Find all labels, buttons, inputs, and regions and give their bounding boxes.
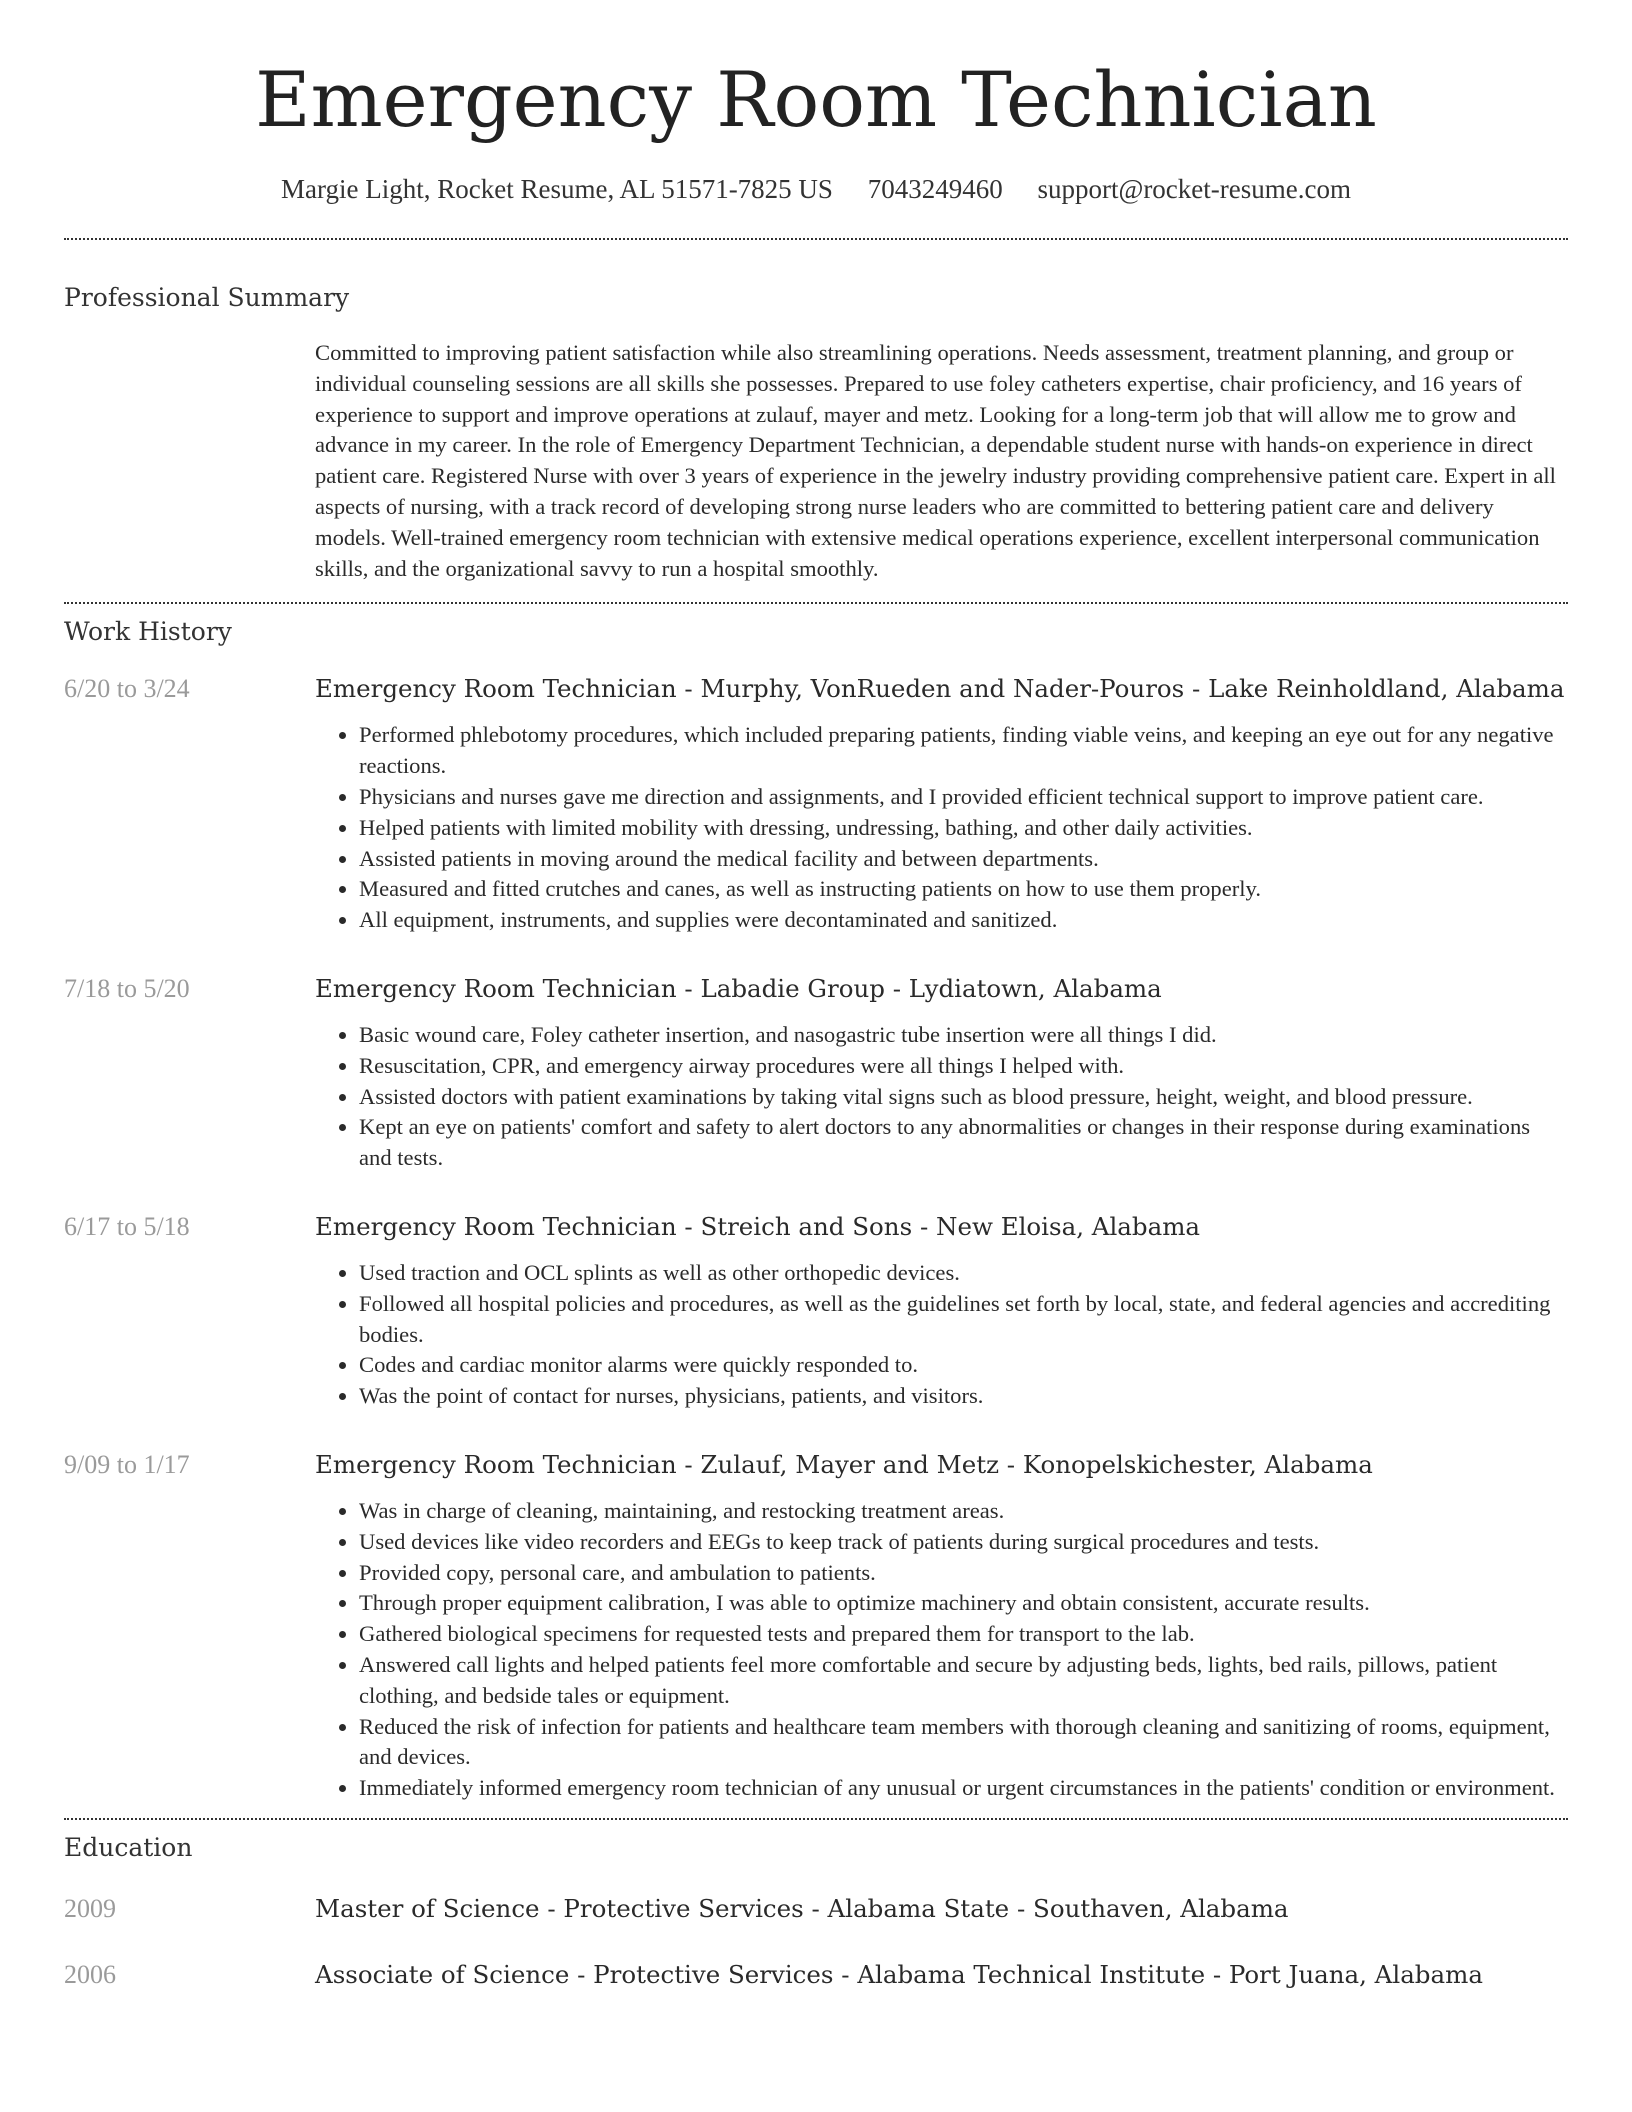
job-bullets [315,1258,1568,1412]
job-entry [64,1210,1568,1412]
job-dates: 6/20 to 3/24 [64,674,190,704]
job-bullet: • Kept an eye on patients' comfort and safety to alert doctors to any abnormalities or changes in their response during examinations and tests. [359,1112,1568,1174]
job-bullet: • Answered call lights and helped patients feel more comfortable and secure by adjusting beds, lights, bed rails, pillows, patient clothing, and bedside tales or equipment. [359,1650,1568,1712]
job-bullet: • Used traction and OCL splints as well as other orthopedic devices. [359,1258,1568,1289]
education-heading: Education [64,1832,193,1862]
job-bullet: • Provided copy, personal care, and ambulation to patients. [359,1558,1568,1589]
resume-page [64,0,1568,1992]
job-bullet: • Assisted doctors with patient examinations by taking vital signs such as blood pressure, height, weight, and blood pressure. [359,1082,1568,1113]
divider [64,602,1568,604]
job-body [315,1210,1568,1412]
job-body [315,972,1568,1174]
education-degree: Master of Science - Protective Services - Alabama State - Southaven, Alabama [315,1893,1289,1923]
education-entry [64,1892,1568,1926]
job-bullet: • Measured and fitted crutches and canes, as well as instructing patients on how to use them properly. [359,874,1568,905]
job-entry [64,1448,1568,1804]
job-entry [64,672,1568,936]
job-bullets [315,720,1568,936]
job-bullet: • Was in charge of cleaning, maintaining, and restocking treatment areas. [359,1496,1568,1527]
contact-address: Margie Light, Rocket Resume, AL 51571-7825 US [281,174,833,204]
job-body [315,672,1568,936]
job-bullet: • Followed all hospital policies and procedures, as well as the guidelines set forth by local, state, and federal agencies and accrediting bodies. [359,1289,1568,1351]
job-bullet: • All equipment, instruments, and supplies were decontaminated and sanitized. [359,905,1568,936]
job-body [315,1448,1568,1804]
job-bullet: • Performed phlebotomy procedures, which included preparing patients, finding viable veins, and keeping an eye out for any negative reactions. [359,720,1568,782]
job-bullet: • Was the point of contact for nurses, physicians, patients, and visitors. [359,1381,1568,1412]
job-bullet: • Resuscitation, CPR, and emergency airway procedures were all things I helped with. [359,1051,1568,1082]
contact-email: support@rocket-resume.com [1037,174,1351,204]
job-bullet: • Gathered biological specimens for requested tests and prepared them for transport to the lab. [359,1619,1568,1650]
job-entry [64,972,1568,1174]
job-bullets [315,1020,1568,1174]
job-bullet: • Basic wound care, Foley catheter insertion, and nasogastric tube insertion were all things I did. [359,1020,1568,1051]
job-bullet: • Used devices like video recorders and EEGs to keep track of patients during surgical procedures and tests. [359,1527,1568,1558]
summary-text: Committed to improving patient satisfaction while also streamlining operations. Needs assessment, treatment planning, and group or individual counseling sessions are all skills she possesses. Prepared to use foley catheters expertise, chair proficiency, and 16 years of experience to support and improve operations at zulauf, mayer and metz. Looking for a long-term job that will allow me to grow and advance in my career. In the role of Emergency Department Technician, a dependable student nurse with hands-on experience in direct patient care. Registered Nurse with over 3 years of experience in the jewelry industry providing comprehensive patient care. Expert in all aspects of nursing, with a track record of developing strong nurse leaders who are committed to bettering patient care and delivery models. Well-trained emergency room technician with extensive medical operations experience, excellent interpersonal communication skills, and the organizational savvy to run a hospital smoothly. [315,340,1556,581]
job-dates: 6/17 to 5/18 [64,1211,190,1241]
job-title: Emergency Room Technician - Murphy, VonRueden and Nader-Pouros - Lake Reinholdland, Alabama [315,674,1565,704]
job-dates: 9/09 to 1/17 [64,1449,190,1479]
job-bullet: • Codes and cardiac monitor alarms were quickly responded to. [359,1350,1568,1381]
summary-heading: Professional Summary [64,283,350,312]
education-entry [64,1958,1568,1992]
job-bullet: • Through proper equipment calibration, I was able to optimize machinery and obtain consistent, accurate results. [359,1588,1568,1619]
job-title: Emergency Room Technician - Streich and Sons - New Eloisa, Alabama [315,1211,1201,1241]
education-year: 2009 [64,1893,116,1923]
job-title: Emergency Room Technician - Labadie Group - Lydiatown, Alabama [315,973,1162,1003]
resume-title: Emergency Room Technician [255,55,1377,144]
job-bullet: • Assisted patients in moving around the medical facility and between departments. [359,844,1568,875]
contact-line [64,172,1568,206]
contact-phone: 7043249460 [867,174,1003,204]
education-year: 2006 [64,1959,116,1989]
job-bullets [315,1496,1568,1804]
job-bullet: • Physicians and nurses gave me direction and assignments, and I provided efficient technical support to improve patient care. [359,782,1568,813]
job-bullet: • Reduced the risk of infection for patients and healthcare team members with thorough cleaning and sanitizing of rooms, equipment, and devices. [359,1712,1568,1774]
work-history-heading: Work History [64,617,232,647]
job-title: Emergency Room Technician - Zulauf, Mayer and Metz - Konopelskichester, Alabama [315,1449,1373,1479]
divider [64,1818,1568,1820]
education-degree: Associate of Science - Protective Services - Alabama Technical Institute - Port Juana, Alabama [315,1959,1483,1989]
job-bullet: • Immediately informed emergency room technician of any unusual or urgent circumstances in the patients' condition or environment. [359,1773,1568,1804]
divider [64,238,1568,240]
job-bullet: • Helped patients with limited mobility with dressing, undressing, bathing, and other daily activities. [359,813,1568,844]
job-dates: 7/18 to 5/20 [64,973,190,1003]
